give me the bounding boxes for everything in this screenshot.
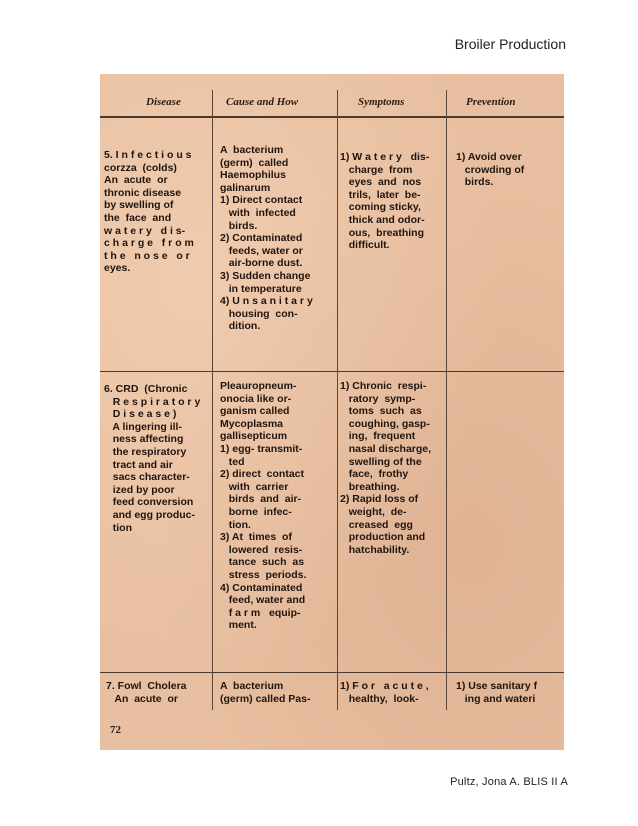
cell-cause: A bacterium (germ) called Haemophilus galinarum 1) Direct contact with infected birds. 2) Contaminated feeds, water or air-borne dust. 3) Sudden change in temperature 4) U n s a n i t a r y housing con- dition. (220, 144, 313, 333)
cell-cause: A bacterium (germ) called Pas- (220, 680, 311, 705)
column-divider (212, 90, 213, 710)
column-divider (446, 90, 447, 710)
cell-disease: 7. Fowl Cholera An acute or (106, 680, 187, 705)
column-header-symptoms: Symptoms (358, 96, 405, 108)
scanned-page-image (100, 74, 564, 750)
document-header-title: Broiler Production (454, 36, 566, 52)
cell-prevention: 1) Avoid over crowding of birds. (456, 151, 525, 189)
document-footer-author: Pultz, Jona A. BLIS II A (450, 776, 568, 788)
cell-symptoms: 1) W a t e r y dis- charge from eyes and nos trils, later be- coming sticky, thick and odor- ous, breathing difficult. (340, 151, 430, 252)
column-header-cause: Cause and How (226, 96, 299, 108)
cell-disease: 6. CRD (Chronic R e s p i r a t o r y D i s e a s e ) A lingering ill- ness affecting the respiratory tract and air sacs character- ized by poor feed conversion and egg produc- tion (104, 383, 201, 534)
cell-cause: Pleauropneum- onocia like or- ganism called Mycoplasma gallisepticum 1) egg- transmit- ted 2) direct contact with carrier birds and air- borne infec- tion. 3) At times of lowered resis- tance such as stress periods. 4) Contaminated feed, water and f a r m equip- ment. (220, 380, 307, 632)
column-divider (337, 90, 338, 710)
row-divider (100, 371, 564, 372)
cell-disease: 5. I n f e c t i o u s corzza (colds) An acute or thronic disease by swelling of the face and w a t e r y d i s- c h a r g e f r o m t h e n o s e o r eyes. (104, 149, 194, 275)
page-number: 72 (110, 724, 121, 736)
cell-symptoms: 1) Chronic respi- ratory symp- toms such as coughing, gasp- ing, frequent nasal discharge, swelling of the face, frothy breathing. 2) Rapid loss of weight, de- creased egg production and hatchability. (340, 380, 432, 556)
cell-symptoms: 1) F o r a c u t e , healthy, look- (340, 680, 429, 705)
header-divider (100, 116, 564, 118)
column-header-disease: Disease (146, 96, 181, 108)
column-header-prevention: Prevention (466, 96, 516, 108)
cell-prevention: 1) Use sanitary f ing and wateri (456, 680, 538, 705)
row-divider (100, 672, 564, 673)
